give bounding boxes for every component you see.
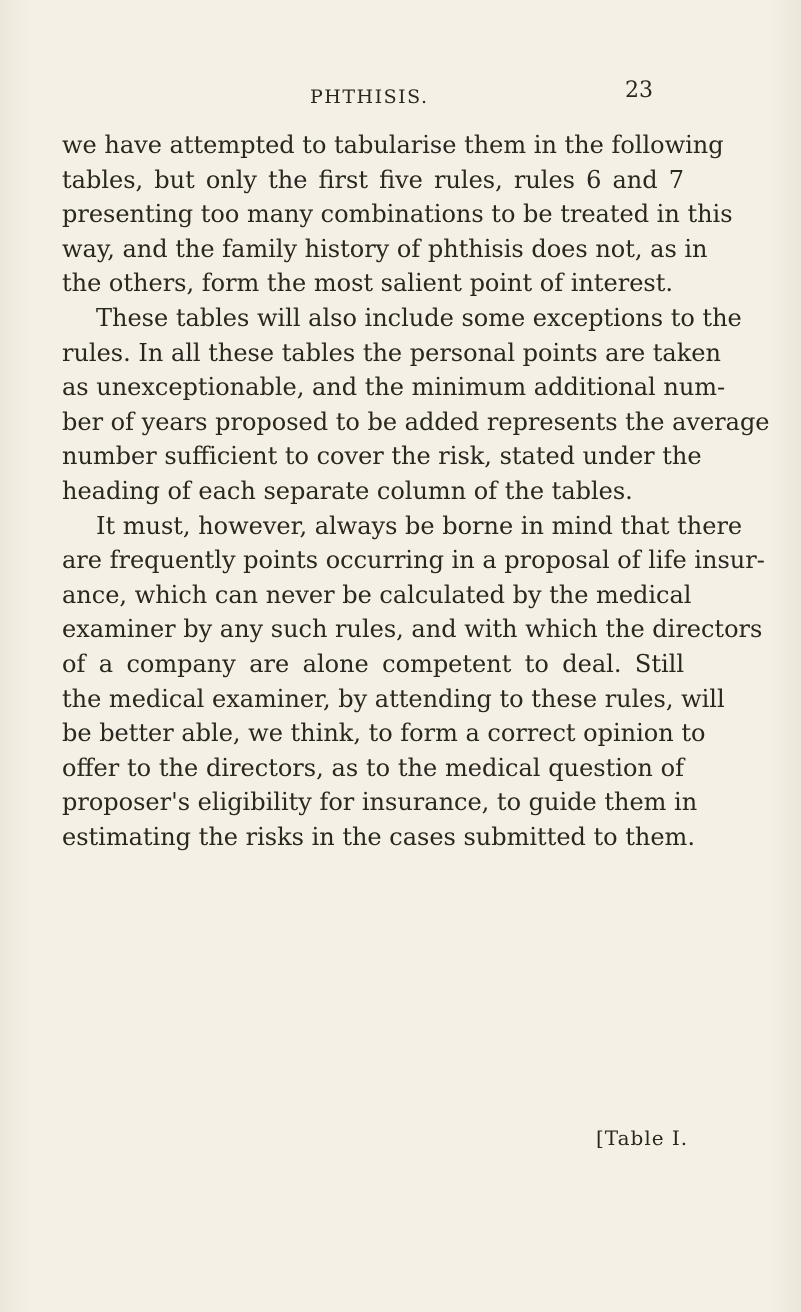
text-line: be better able, we think, to form a correct opinion to	[62, 719, 706, 748]
text-line: the others, form the most salient point of interest.	[62, 269, 673, 298]
text-line: ber of years proposed to be added represents the average	[62, 407, 770, 436]
page-number: 23	[625, 78, 653, 103]
text-line: ance, which can never be calculated by the medical	[62, 580, 692, 609]
text-line: It must, however, always be borne in mind that there	[96, 511, 743, 540]
text-line: way, and the family history of phthisis does not, as in	[62, 234, 708, 263]
text-line: heading of each separate column of the tables.	[62, 476, 633, 505]
text-line: the medical examiner, by attending to these rules, will	[62, 684, 725, 713]
text-line: as unexceptionable, and the minimum additional num-	[62, 373, 726, 402]
text-line: we have attempted to tabularise them in the following	[62, 131, 724, 159]
running-head: PHTHISIS.	[310, 86, 429, 108]
text-line: number sufficient to cover the risk, stated under the	[62, 442, 702, 471]
text-line: offer to the directors, as to the medical question of	[62, 753, 684, 782]
text-line: examiner by any such rules, and with which the directors	[62, 615, 763, 644]
text-line: are frequently points occurring in a proposal of life insur-	[62, 546, 765, 575]
text-line: These tables will also include some exceptions to the	[96, 303, 742, 332]
text-line: tables, but only the first five rules, rules 6 and 7	[62, 165, 684, 194]
text-line: proposer's eligibility for insurance, to guide them in	[62, 788, 698, 817]
text-line: estimating the risks in the cases submitted to them.	[62, 822, 695, 851]
text-line: presenting too many combinations to be treated in this	[62, 200, 733, 229]
body-text	[62, 128, 770, 854]
text-line: of a company are alone competent to deal. Still	[62, 649, 684, 678]
text-line: rules. In all these tables the personal points are taken	[62, 338, 721, 367]
catchword: [Table I.	[596, 1126, 689, 1150]
